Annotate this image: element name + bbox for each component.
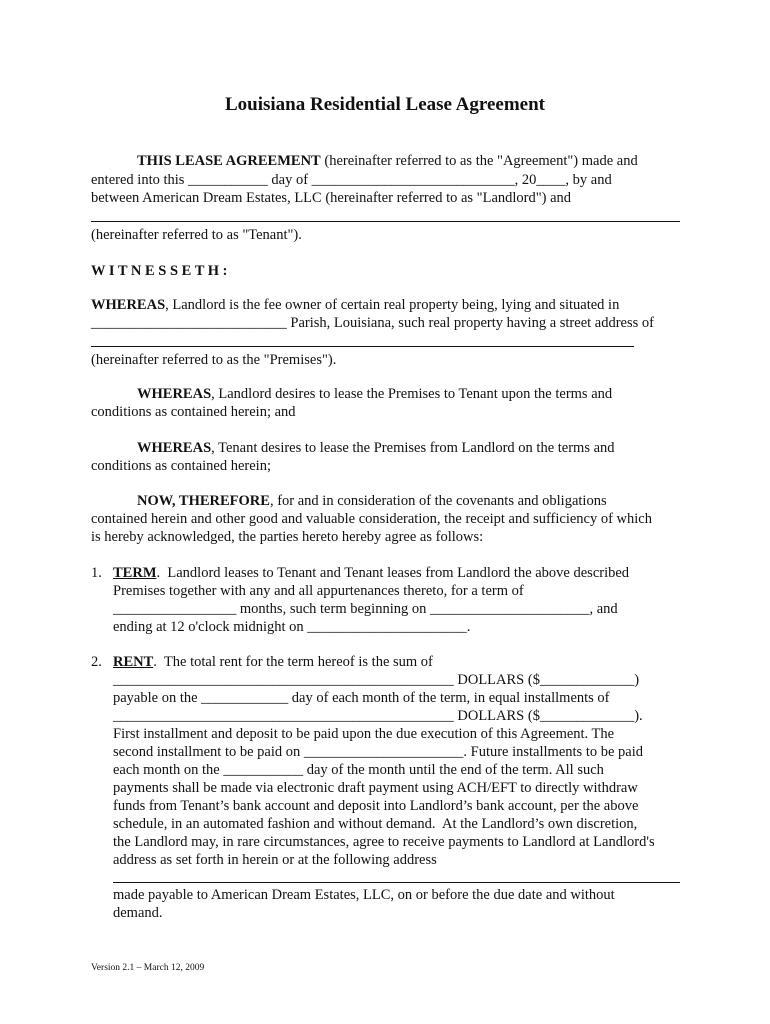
street-address-blank bbox=[91, 346, 634, 347]
whereas2-line-1: WHEREAS, Landlord desires to lease the Premises to Tenant upon the terms and bbox=[137, 386, 613, 402]
document-title: Louisiana Residential Lease Agreement bbox=[224, 94, 545, 115]
rent-line-5: First installment and deposit to be paid upon the due execution of this Agreement. The bbox=[113, 726, 615, 742]
intro-line-2: entered into this ___________ day of ____________________________, 20____, by and bbox=[91, 172, 612, 188]
whereas1-line-2: ___________________________ Parish, Louisiana, such real property having a street address of bbox=[91, 315, 654, 331]
term-number: 1. bbox=[91, 565, 102, 581]
term-line-2: Premises together with any and all appurtenances thereto, for a term of bbox=[113, 583, 524, 599]
whereas3-line-2: conditions as contained herein; bbox=[91, 458, 271, 474]
term-line-4: ending at 12 o'clock midnight on ______________________. bbox=[113, 619, 471, 635]
rent-line-12: address as set forth in herein or at the following address bbox=[113, 852, 437, 868]
whereas1-line-1: WHEREAS, Landlord is the fee owner of certain real property being, lying and situated in bbox=[91, 297, 620, 313]
rent-line-14: demand. bbox=[113, 905, 163, 921]
intro-line-1: THIS LEASE AGREEMENT (hereinafter referred to as the "Agreement") made and bbox=[137, 153, 638, 169]
payment-address-blank bbox=[113, 882, 680, 883]
term-heading: TERM bbox=[113, 565, 157, 581]
rent-heading: RENT bbox=[113, 654, 154, 670]
rent-line-7: each month on the ___________ day of the month until the end of the term. All such bbox=[113, 762, 604, 778]
version-footer: Version 2.1 – March 12, 2009 bbox=[91, 963, 205, 973]
whereas2-lead: WHEREAS bbox=[137, 386, 212, 402]
now-therefore-line-2: contained herein and other good and valuable consideration, the receipt and sufficiency of which bbox=[91, 511, 652, 527]
witnesseth-heading: W I T N E S S E T H : bbox=[91, 263, 228, 279]
rent-line-8: payments shall be made via electronic draft payment using ACH/EFT to directly withdraw bbox=[113, 780, 638, 796]
rent-line-6: second installment to be paid on ______________________. Future installments to be paid bbox=[113, 744, 643, 760]
rent-line-9: funds from Tenant’s bank account and deposit into Landlord’s bank account, per the above bbox=[113, 798, 639, 814]
now-therefore-lead: NOW, THEREFORE bbox=[137, 493, 270, 509]
whereas3-line-1: WHEREAS, Tenant desires to lease the Premises from Landlord on the terms and bbox=[137, 440, 615, 456]
tenant-name-blank bbox=[91, 221, 680, 222]
rent-line-1: RENT. The total rent for the term hereof is the sum of bbox=[113, 654, 433, 670]
rent-line-10: schedule, in an automated fashion and without demand. At the Landlord’s own discretion, bbox=[113, 816, 638, 832]
rent-line-13: made payable to American Dream Estates, LLC, on or before the due date and without bbox=[113, 887, 615, 903]
now-therefore-line-1: NOW, THEREFORE, for and in consideration of the covenants and obligations bbox=[137, 493, 607, 509]
rent-line-11: the Landlord may, in rare circumstances, agree to receive payments to Landlord at Landlord's bbox=[113, 834, 655, 850]
whereas3-lead: WHEREAS bbox=[137, 440, 212, 456]
intro-line-4: (hereinafter referred to as "Tenant"). bbox=[91, 227, 302, 243]
whereas1-lead: WHEREAS bbox=[91, 297, 166, 313]
rent-line-2: _______________________________________________ DOLLARS ($_____________) bbox=[113, 672, 640, 688]
intro-line-3: between American Dream Estates, LLC (hereinafter referred to as "Landlord") and bbox=[91, 190, 572, 206]
whereas2-line-2: conditions as contained herein; and bbox=[91, 404, 296, 420]
rent-line-4: _______________________________________________ DOLLARS ($_____________). bbox=[113, 708, 643, 724]
now-therefore-line-3: is hereby acknowledged, the parties hereto hereby agree as follows: bbox=[91, 529, 484, 545]
whereas1-line-3: (hereinafter referred to as the "Premises"). bbox=[91, 352, 337, 368]
rent-line-3: payable on the ____________ day of each month of the term, in equal installments of bbox=[113, 690, 610, 706]
term-line-1: TERM. Landlord leases to Tenant and Tenant leases from Landlord the above described bbox=[113, 565, 630, 581]
rent-number: 2. bbox=[91, 654, 102, 670]
intro-lead: THIS LEASE AGREEMENT bbox=[137, 153, 321, 169]
term-line-3: _________________ months, such term beginning on ______________________, and bbox=[113, 601, 618, 617]
